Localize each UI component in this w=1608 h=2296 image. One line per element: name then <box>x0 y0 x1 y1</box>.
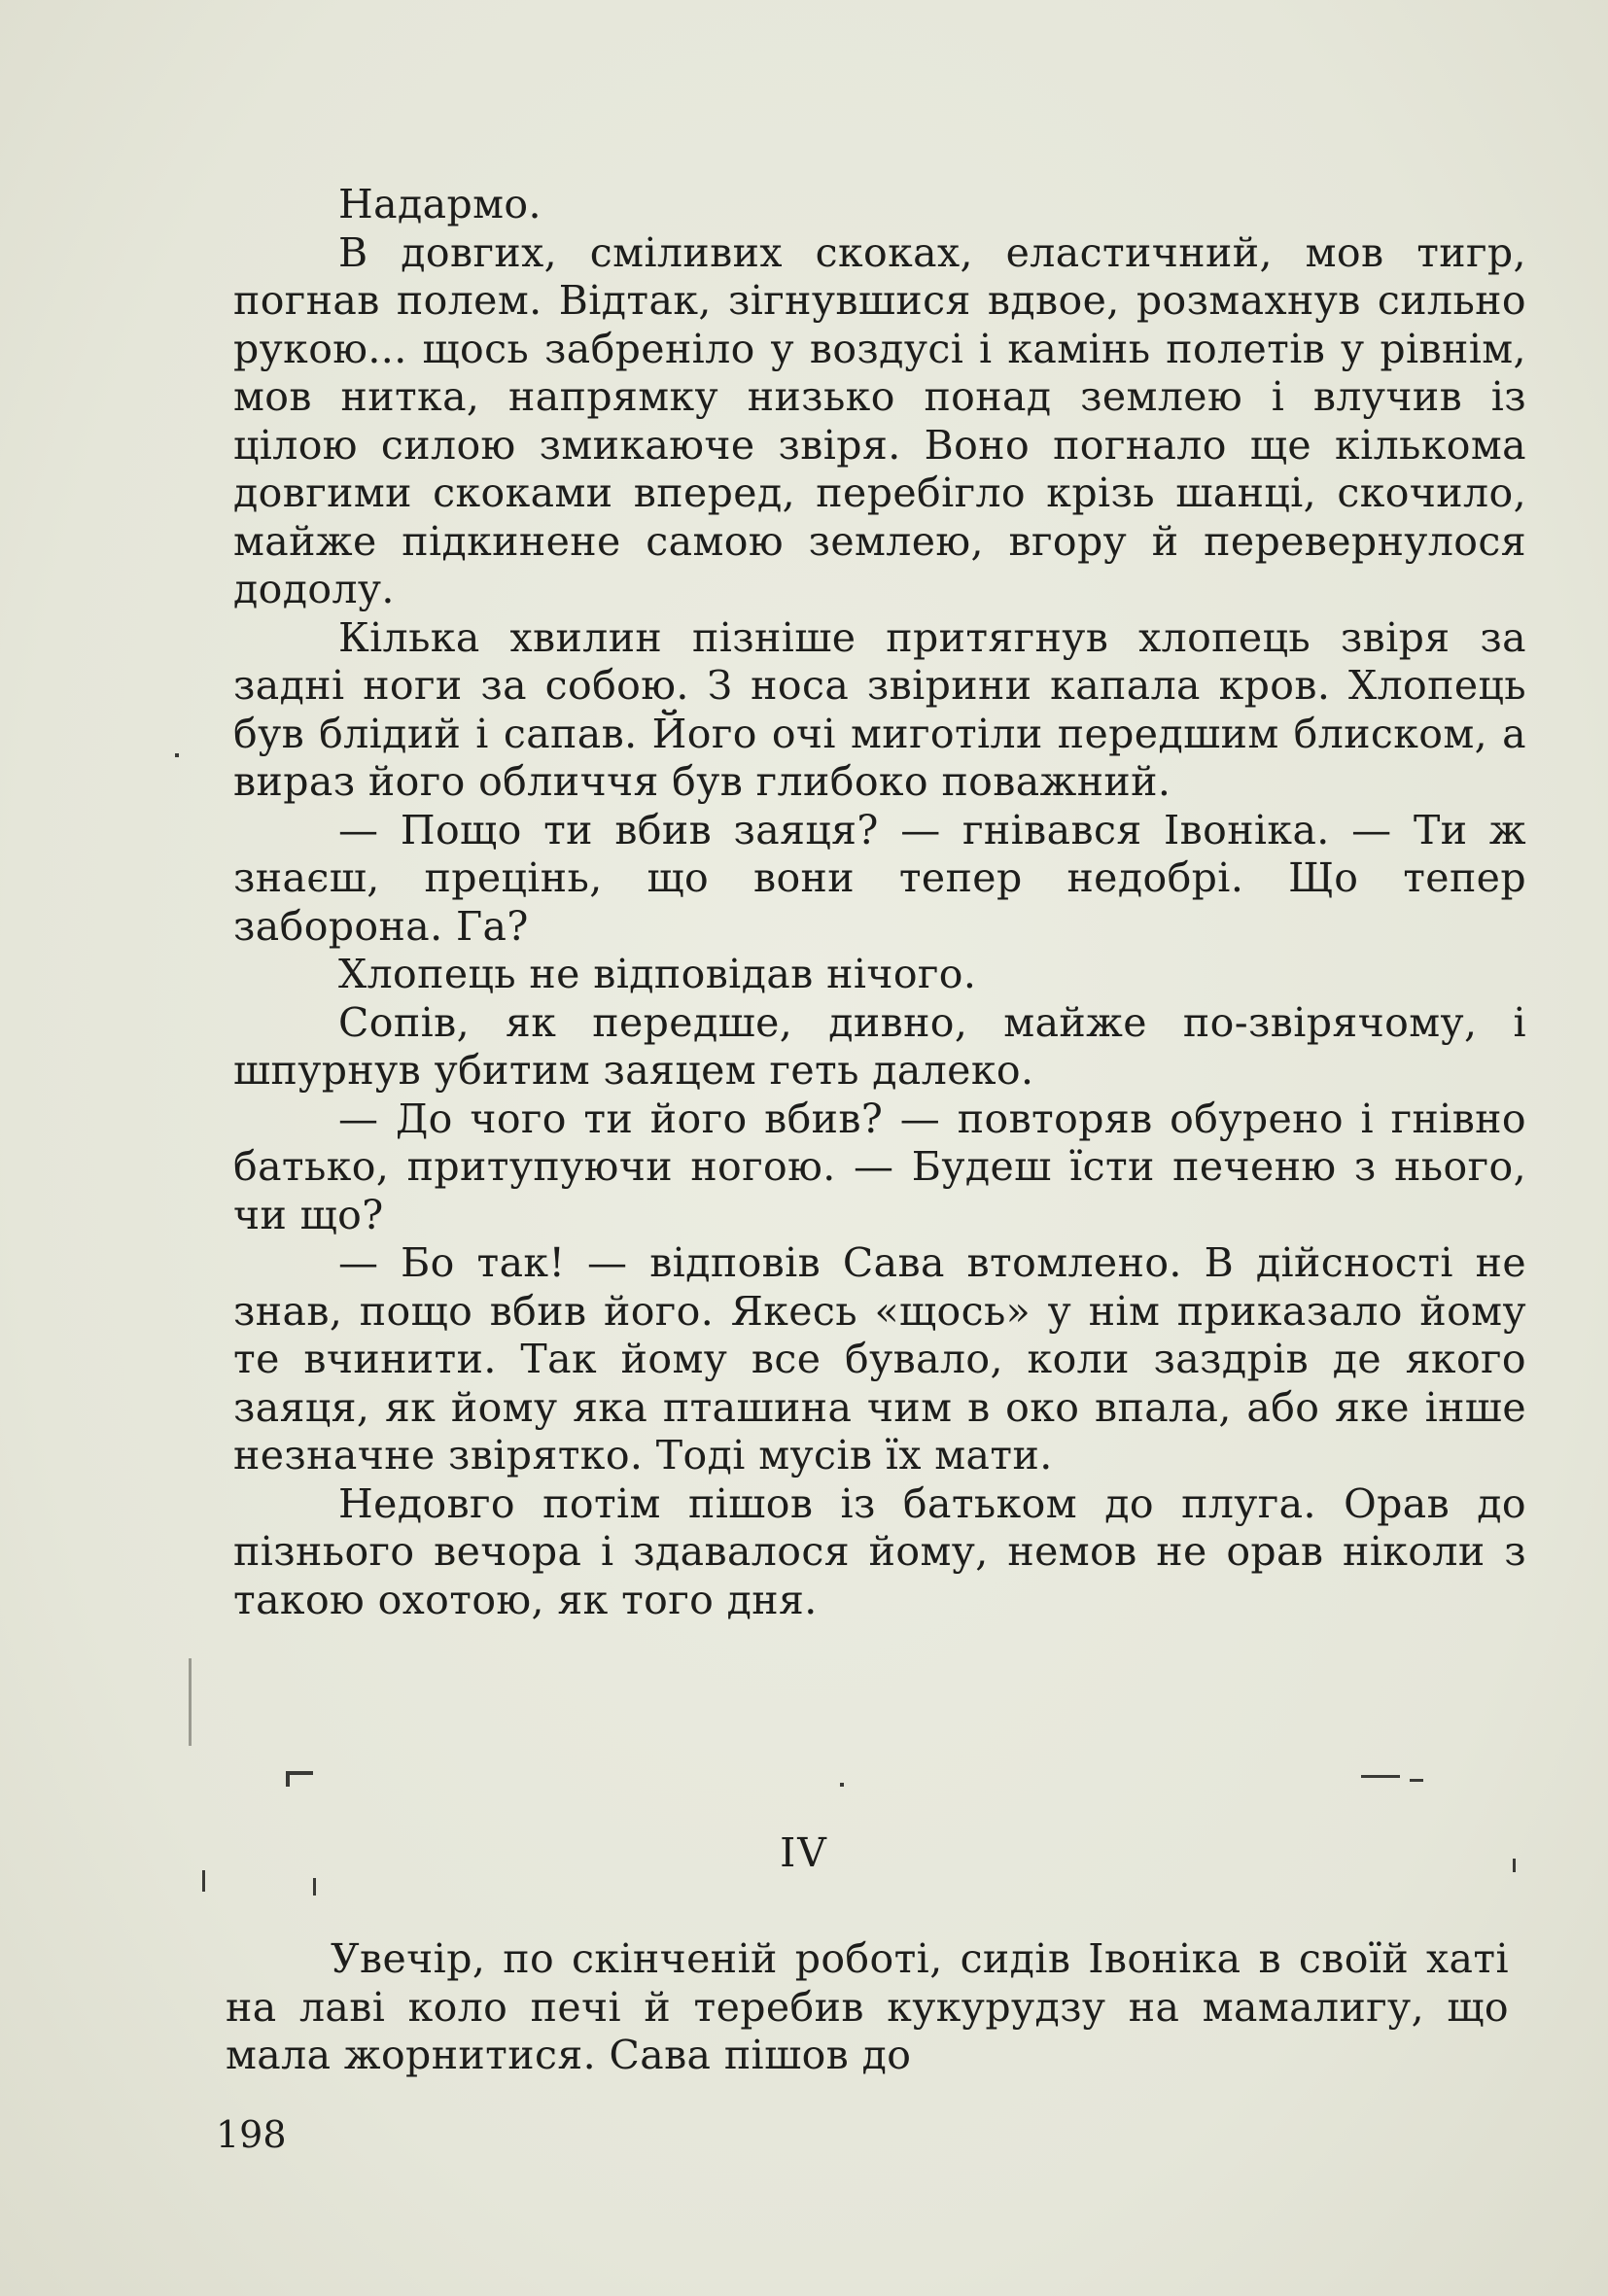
scan-speck <box>202 1870 205 1892</box>
scan-speck <box>286 1771 290 1787</box>
page-number: 198 <box>216 2113 287 2156</box>
chapter-heading: IV <box>780 1829 828 1876</box>
paragraph: В довгих, сміливих скоках, еластичний, мов тигр, погнав полем. Відтак, зігнувшися вдвое, розмахнув сильно рукою... щось забреніло у воздусі і камінь полетів у рівнім, мов нитка, напрямку низько понад землею і влучив із цілою силою змикаюче звіря. Воно погнало ще кількома довгими скоками вперед, перебігло крізь шанці, скочило, майже підкинене самою землею, вгору й перевернулося додолу. <box>233 228 1526 612</box>
paragraph: Надармо. <box>338 181 542 227</box>
scan-speck <box>175 753 179 757</box>
scan-speck <box>1410 1779 1423 1782</box>
scan-speck <box>840 1783 844 1787</box>
scan-speck <box>1361 1775 1400 1778</box>
main-text <box>233 181 1526 1624</box>
scan-speck <box>1513 1859 1516 1872</box>
paragraph: Кілька хвилин пізніше притягнув хлопець звіря за задні ноги за собою. З носа звірини капала кров. Хлопець був блідий і сапав. Його очі миготіли передшим блиском, а вираз його обличчя був глибоко поважний. <box>233 613 1526 805</box>
paragraph: Сопів, як передше, дивно, майже по-звірячому, і шпурнув убитим заяцем геть далеко. <box>233 998 1526 1094</box>
paragraph: Хлопець не відповідав нічого. <box>338 951 977 997</box>
paragraph: Увечір, по скінченій роботі, сидів Івоніка в своїй хаті на лаві коло печі й теребив кукурудзу на мамалигу, що мала жорнитися. Сава пішов до <box>226 1935 1509 2078</box>
chapter-text <box>226 1935 1509 2080</box>
scan-speck <box>286 1771 313 1775</box>
scan-speck <box>189 1658 192 1746</box>
paragraph: Недовго потім пішов із батьком до плуга. Орав до пізнього вечора і здавалося йому, немов не орав ніколи з такою охотою, як того дня. <box>233 1479 1526 1623</box>
scan-speck <box>313 1878 316 1896</box>
paragraph: — До чого ти його вбив? — повторяв обурено і гнівно батько, притупуючи ногою. — Будеш їсти печеню з нього, чи що? <box>233 1095 1526 1238</box>
paragraph: — Пощо ти вбив заяця? — гнівався Івоніка. — Ти ж знаєш, прецінь, що вони тепер недобрі. Що тепер заборона. Га? <box>233 806 1526 950</box>
paragraph: — Бо так! — відповів Сава втомлено. В дійсності не знав, пощо вбив його. Якесь «щось» у нім приказало йому те вчинити. Так йому все бувало, коли заздрів де якого заяця, як йому яка пташина чим в око впала, або яке інше незначне звірятко. Тоді мусів їх мати. <box>233 1239 1526 1478</box>
